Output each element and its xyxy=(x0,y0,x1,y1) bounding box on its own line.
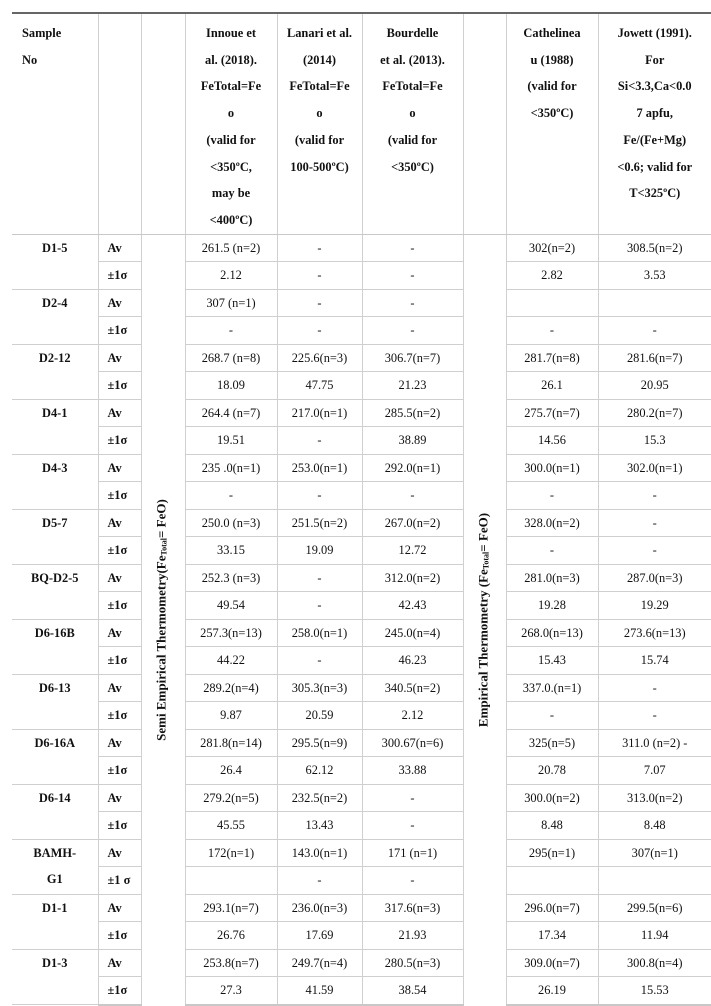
value-sd-bourdelle: 46.23 xyxy=(362,647,463,675)
value-av-innoue: 268.7 (n=8) xyxy=(185,344,277,372)
value-sd-bourdelle: 42.43 xyxy=(362,592,463,620)
table-row-sd xyxy=(12,317,711,345)
value-sd-lanari: - xyxy=(277,427,362,455)
group-label-tail: = FeO) xyxy=(153,498,169,538)
group-label-main: Empirical Thermometry (Fe xyxy=(475,568,490,727)
header-line: FeTotal=Fe xyxy=(289,79,350,94)
value-sd-lanari: - xyxy=(277,867,362,895)
sample-id: D1-3 xyxy=(12,949,98,1005)
value-sd-lanari: 19.09 xyxy=(277,537,362,565)
value-sd-cathelineau: 2.82 xyxy=(506,262,598,290)
table-row-av xyxy=(12,674,711,702)
header-lanari-2014 xyxy=(277,13,362,234)
value-av-cathelineau: 275.7(n=7) xyxy=(506,399,598,427)
value-sd-innoue: 27.3 xyxy=(185,977,277,1005)
value-av-cathelineau: 268.0(n=13) xyxy=(506,619,598,647)
value-av-cathelineau: 302(n=2) xyxy=(506,234,598,262)
value-av-lanari: 232.5(n=2) xyxy=(277,784,362,812)
value-av-cathelineau: 309.0(n=7) xyxy=(506,949,598,977)
value-av-bourdelle: 267.0(n=2) xyxy=(362,509,463,537)
value-sd-bourdelle: - xyxy=(362,812,463,840)
sample-id: BQ-D2-5 xyxy=(12,564,98,619)
value-sd-bourdelle: 38.89 xyxy=(362,427,463,455)
value-av-lanari: 295.5(n=9) xyxy=(277,729,362,757)
value-av-bourdelle: - xyxy=(362,234,463,262)
stat-label-av: Av xyxy=(98,344,141,372)
stat-label-av: Av xyxy=(98,729,141,757)
header-line: Bourdelle xyxy=(386,26,439,40)
stat-label-sd: ±1σ xyxy=(98,922,141,950)
value-sd-jowett: 20.95 xyxy=(598,372,711,400)
sample-id: D6-14 xyxy=(12,784,98,839)
value-av-innoue: 307 (n=1) xyxy=(185,289,277,317)
table-row-av xyxy=(12,949,711,977)
value-av-cathelineau: 281.7(n=8) xyxy=(506,344,598,372)
value-sd-cathelineau: 15.43 xyxy=(506,647,598,675)
stat-label-sd: ±1σ xyxy=(98,427,141,455)
value-sd-lanari: 41.59 xyxy=(277,977,362,1005)
table-row-av xyxy=(12,509,711,537)
sample-id: D5-7 xyxy=(12,509,98,564)
stat-label-sd: ±1σ xyxy=(98,647,141,675)
sample-id: D6-13 xyxy=(12,674,98,729)
stat-label-av: Av xyxy=(98,619,141,647)
value-sd-jowett xyxy=(598,867,711,895)
header-line: o xyxy=(409,106,416,121)
value-av-jowett: 273.6(n=13) xyxy=(598,619,711,647)
value-sd-bourdelle: 33.88 xyxy=(362,757,463,785)
stat-label-av: Av xyxy=(98,949,141,977)
value-av-jowett xyxy=(598,289,711,317)
table-body xyxy=(12,234,711,1005)
header-bourdelle-2013 xyxy=(362,13,463,234)
value-av-bourdelle: 306.7(n=7) xyxy=(362,344,463,372)
value-sd-innoue: 2.12 xyxy=(185,262,277,290)
table-row-sd xyxy=(12,867,711,895)
stat-label-av: Av xyxy=(98,564,141,592)
header-line: <350ºC) xyxy=(391,159,434,174)
sample-id xyxy=(12,839,98,894)
header-line: <0.6; valid for xyxy=(617,159,693,174)
table-row-sd xyxy=(12,922,711,950)
table-row-av xyxy=(12,894,711,922)
value-av-jowett: 307(n=1) xyxy=(598,839,711,867)
value-av-lanari: 143.0(n=1) xyxy=(277,839,362,867)
value-sd-bourdelle: - xyxy=(362,262,463,290)
stat-label-sd: ±1 σ xyxy=(98,867,141,895)
value-sd-jowett: 8.48 xyxy=(598,812,711,840)
value-av-innoue: 172(n=1) xyxy=(185,839,277,867)
value-sd-innoue: 19.51 xyxy=(185,427,277,455)
stat-label-av: Av xyxy=(98,399,141,427)
group-label-tail: = FeO) xyxy=(475,512,490,552)
value-av-cathelineau: 296.0(n=7) xyxy=(506,894,598,922)
value-sd-innoue: 18.09 xyxy=(185,372,277,400)
value-sd-lanari: 20.59 xyxy=(277,702,362,730)
table-row-av xyxy=(12,454,711,482)
value-sd-cathelineau: - xyxy=(506,482,598,510)
header-jowett-1991 xyxy=(598,13,711,234)
group-label-subscript: Total xyxy=(481,551,490,569)
value-sd-jowett: 3.53 xyxy=(598,262,711,290)
value-sd-jowett: 19.29 xyxy=(598,592,711,620)
value-av-lanari: 217.0(n=1) xyxy=(277,399,362,427)
value-sd-innoue xyxy=(185,867,277,895)
table-row-av xyxy=(12,729,711,757)
value-sd-lanari: - xyxy=(277,482,362,510)
value-sd-lanari: - xyxy=(277,592,362,620)
header-line: Lanari et al. xyxy=(286,26,353,40)
value-sd-bourdelle: 21.23 xyxy=(362,372,463,400)
header-line: 7 apfu, xyxy=(636,106,673,121)
value-av-bourdelle: 171 (n=1) xyxy=(362,839,463,867)
table-row-av xyxy=(12,564,711,592)
value-sd-bourdelle: 12.72 xyxy=(362,537,463,565)
value-sd-bourdelle: 2.12 xyxy=(362,702,463,730)
value-av-lanari: 251.5(n=2) xyxy=(277,509,362,537)
value-sd-cathelineau: 19.28 xyxy=(506,592,598,620)
table-row-sd xyxy=(12,812,711,840)
sample-id-line: BAMH- xyxy=(33,845,77,860)
value-sd-innoue: - xyxy=(185,317,277,345)
value-av-bourdelle: - xyxy=(362,784,463,812)
value-av-lanari: 225.6(n=3) xyxy=(277,344,362,372)
value-sd-cathelineau: 26.1 xyxy=(506,372,598,400)
stat-label-av: Av xyxy=(98,784,141,812)
value-sd-cathelineau: - xyxy=(506,317,598,345)
stat-label-sd: ±1σ xyxy=(98,482,141,510)
semi-empirical-group-label-text xyxy=(149,499,178,741)
header-empirical-group xyxy=(463,13,506,234)
stat-label-av: Av xyxy=(98,289,141,317)
value-sd-lanari: - xyxy=(277,262,362,290)
value-av-lanari: 305.3(n=3) xyxy=(277,674,362,702)
value-sd-cathelineau: 17.34 xyxy=(506,922,598,950)
stat-label-sd: ±1σ xyxy=(98,977,141,1005)
value-sd-jowett: 7.07 xyxy=(598,757,711,785)
value-av-lanari: - xyxy=(277,564,362,592)
value-av-bourdelle: 285.5(n=2) xyxy=(362,399,463,427)
value-sd-jowett: - xyxy=(598,482,711,510)
value-av-innoue: 289.2(n=4) xyxy=(185,674,277,702)
value-sd-bourdelle: 38.54 xyxy=(362,977,463,1005)
value-av-innoue: 279.2(n=5) xyxy=(185,784,277,812)
value-av-innoue: 264.4 (n=7) xyxy=(185,399,277,427)
header-line: Sample xyxy=(22,26,62,40)
sample-id: D6-16A xyxy=(12,729,98,784)
value-av-innoue: 253.8(n=7) xyxy=(185,949,277,977)
table-row-sd xyxy=(12,702,711,730)
value-av-cathelineau: 325(n=5) xyxy=(506,729,598,757)
stat-label-sd: ±1σ xyxy=(98,757,141,785)
value-av-bourdelle: 292.0(n=1) xyxy=(362,454,463,482)
sample-id: D1-5 xyxy=(12,234,98,289)
value-av-jowett: - xyxy=(598,509,711,537)
value-av-bourdelle: 312.0(n=2) xyxy=(362,564,463,592)
value-sd-cathelineau: 26.19 xyxy=(506,977,598,1005)
empirical-group-label xyxy=(463,234,506,1005)
value-sd-jowett: 15.74 xyxy=(598,647,711,675)
value-av-cathelineau: 281.0(n=3) xyxy=(506,564,598,592)
value-av-cathelineau: 337.0.(n=1) xyxy=(506,674,598,702)
stat-label-sd: ±1σ xyxy=(98,262,141,290)
table-row-av xyxy=(12,784,711,812)
value-sd-lanari: 47.75 xyxy=(277,372,362,400)
value-sd-cathelineau: - xyxy=(506,702,598,730)
value-av-innoue: 257.3(n=13) xyxy=(185,619,277,647)
header-sample-no xyxy=(12,13,98,234)
value-av-innoue: 293.1(n=7) xyxy=(185,894,277,922)
table-row-sd xyxy=(12,757,711,785)
value-av-bourdelle: 340.5(n=2) xyxy=(362,674,463,702)
value-av-jowett: 300.8(n=4) xyxy=(598,949,711,977)
stat-label-sd: ±1σ xyxy=(98,592,141,620)
header-innoue-2018 xyxy=(185,13,277,234)
stat-label-av: Av xyxy=(98,234,141,262)
header-line: (valid for xyxy=(527,79,577,94)
table-row-sd xyxy=(12,647,711,675)
value-sd-jowett: - xyxy=(598,537,711,565)
header-line: 100-500ºC) xyxy=(290,159,349,174)
table-row-av xyxy=(12,344,711,372)
value-sd-cathelineau xyxy=(506,867,598,895)
value-sd-bourdelle: - xyxy=(362,482,463,510)
table-row-sd xyxy=(12,537,711,565)
table-row-sd xyxy=(12,372,711,400)
header-line: (valid for xyxy=(206,132,256,147)
value-sd-innoue: 33.15 xyxy=(185,537,277,565)
header-line: No xyxy=(22,52,38,67)
header-line: may be xyxy=(211,186,251,201)
header-line: (2014) xyxy=(302,52,337,67)
sample-id: D2-4 xyxy=(12,289,98,344)
value-av-innoue: 261.5 (n=2) xyxy=(185,234,277,262)
value-av-innoue: 250.0 (n=3) xyxy=(185,509,277,537)
header-line: T<325ºC) xyxy=(629,186,681,201)
value-sd-innoue: 26.76 xyxy=(185,922,277,950)
header-line: al. (2018). xyxy=(205,52,257,67)
header-line: FeTotal=Fe xyxy=(382,79,443,94)
value-av-lanari: - xyxy=(277,234,362,262)
sample-id: D4-1 xyxy=(12,399,98,454)
header-line: <350ºC) xyxy=(530,106,574,121)
stat-label-av: Av xyxy=(98,454,141,482)
stat-label-sd: ±1σ xyxy=(98,812,141,840)
value-av-innoue: 281.8(n=14) xyxy=(185,729,277,757)
stat-label-av: Av xyxy=(98,674,141,702)
stat-label-sd: ±1σ xyxy=(98,372,141,400)
header-line: FeTotal=Fe xyxy=(200,79,262,94)
stat-label-av: Av xyxy=(98,894,141,922)
value-sd-bourdelle: - xyxy=(362,317,463,345)
value-sd-cathelineau: - xyxy=(506,537,598,565)
value-av-innoue: 252.3 (n=3) xyxy=(185,564,277,592)
value-av-jowett: 308.5(n=2) xyxy=(598,234,711,262)
stat-label-av: Av xyxy=(98,839,141,867)
header-stat xyxy=(98,13,141,234)
value-sd-lanari: 17.69 xyxy=(277,922,362,950)
header-line: (valid for xyxy=(387,132,438,147)
value-av-bourdelle: 300.67(n=6) xyxy=(362,729,463,757)
value-av-jowett: - xyxy=(598,674,711,702)
value-av-bourdelle: - xyxy=(362,289,463,317)
table-row-sd xyxy=(12,977,711,1005)
value-sd-innoue: 26.4 xyxy=(185,757,277,785)
header-line: <350ºC, xyxy=(210,159,252,174)
value-av-lanari: 249.7(n=4) xyxy=(277,949,362,977)
table-row-sd xyxy=(12,262,711,290)
value-av-lanari: 236.0(n=3) xyxy=(277,894,362,922)
header-cathelineau-1988 xyxy=(506,13,598,234)
value-av-jowett: 287.0(n=3) xyxy=(598,564,711,592)
value-sd-cathelineau: 20.78 xyxy=(506,757,598,785)
value-sd-jowett: 15.3 xyxy=(598,427,711,455)
value-av-bourdelle: 245.0(n=4) xyxy=(362,619,463,647)
value-av-lanari: 253.0(n=1) xyxy=(277,454,362,482)
stat-label-av: Av xyxy=(98,509,141,537)
sample-id-line: G1 xyxy=(46,871,63,886)
value-sd-bourdelle: 21.93 xyxy=(362,922,463,950)
header-line: For xyxy=(645,52,665,67)
value-sd-innoue: - xyxy=(185,482,277,510)
empirical-group-label-text xyxy=(470,513,499,727)
value-sd-innoue: 44.22 xyxy=(185,647,277,675)
header-semi-group xyxy=(141,13,185,234)
stat-label-sd: ±1σ xyxy=(98,702,141,730)
value-av-jowett: 311.0 (n=2) - xyxy=(598,729,711,757)
value-av-lanari: - xyxy=(277,289,362,317)
header-line: Cathelinea xyxy=(523,26,581,40)
value-av-cathelineau xyxy=(506,289,598,317)
header-line: (valid for xyxy=(294,132,345,147)
thermometry-table-container xyxy=(12,12,711,1006)
value-sd-cathelineau: 14.56 xyxy=(506,427,598,455)
header-line: Si<3.3,Ca<0.0 xyxy=(617,79,692,94)
value-av-bourdelle: 280.5(n=3) xyxy=(362,949,463,977)
value-av-cathelineau: 300.0(n=1) xyxy=(506,454,598,482)
value-av-cathelineau: 300.0(n=2) xyxy=(506,784,598,812)
value-av-lanari: 258.0(n=1) xyxy=(277,619,362,647)
group-label-subscript: Total xyxy=(159,537,169,556)
value-av-cathelineau: 295(n=1) xyxy=(506,839,598,867)
value-sd-jowett: - xyxy=(598,317,711,345)
sample-id: D1-1 xyxy=(12,894,98,949)
header-line: Jowett (1991). xyxy=(617,26,692,40)
header-line: o xyxy=(227,106,235,121)
table-row-av xyxy=(12,399,711,427)
value-av-bourdelle: 317.6(n=3) xyxy=(362,894,463,922)
value-av-jowett: 280.2(n=7) xyxy=(598,399,711,427)
value-sd-bourdelle: - xyxy=(362,867,463,895)
value-sd-lanari: - xyxy=(277,647,362,675)
semi-empirical-group-label xyxy=(141,234,185,1005)
header-line: et al. (2013). xyxy=(380,52,445,67)
sample-id: D6-16B xyxy=(12,619,98,674)
table-row-av xyxy=(12,619,711,647)
value-av-jowett: 299.5(n=6) xyxy=(598,894,711,922)
table-row-sd xyxy=(12,482,711,510)
header-line: Fe/(Fe+Mg) xyxy=(623,132,687,147)
value-sd-innoue: 49.54 xyxy=(185,592,277,620)
table-row-sd xyxy=(12,427,711,455)
table-row-av xyxy=(12,839,711,867)
value-sd-jowett: 11.94 xyxy=(598,922,711,950)
stat-label-sd: ±1σ xyxy=(98,537,141,565)
value-sd-jowett: - xyxy=(598,702,711,730)
value-av-innoue: 235 .0(n=1) xyxy=(185,454,277,482)
value-sd-cathelineau: 8.48 xyxy=(506,812,598,840)
table-row-sd xyxy=(12,592,711,620)
value-av-jowett: 302.0(n=1) xyxy=(598,454,711,482)
value-av-jowett: 313.0(n=2) xyxy=(598,784,711,812)
header-line: o xyxy=(316,106,323,121)
thermometry-table xyxy=(12,12,711,1006)
value-sd-innoue: 45.55 xyxy=(185,812,277,840)
stat-label-sd: ±1σ xyxy=(98,317,141,345)
sample-id: D2-12 xyxy=(12,344,98,399)
header-line: <400ºC) xyxy=(209,212,253,227)
sample-id: D4-3 xyxy=(12,454,98,509)
value-sd-lanari: 62.12 xyxy=(277,757,362,785)
header-line: Innoue et xyxy=(206,26,256,40)
table-row-av xyxy=(12,234,711,262)
header-row xyxy=(12,13,711,234)
value-av-cathelineau: 328.0(n=2) xyxy=(506,509,598,537)
group-label-main: Semi Empirical Thermometry(Fe xyxy=(153,555,169,741)
value-sd-jowett: 15.53 xyxy=(598,977,711,1005)
table-row-av xyxy=(12,289,711,317)
value-av-jowett: 281.6(n=7) xyxy=(598,344,711,372)
header-line: u (1988) xyxy=(530,52,574,67)
value-sd-lanari: 13.43 xyxy=(277,812,362,840)
value-sd-lanari: - xyxy=(277,317,362,345)
value-sd-innoue: 9.87 xyxy=(185,702,277,730)
